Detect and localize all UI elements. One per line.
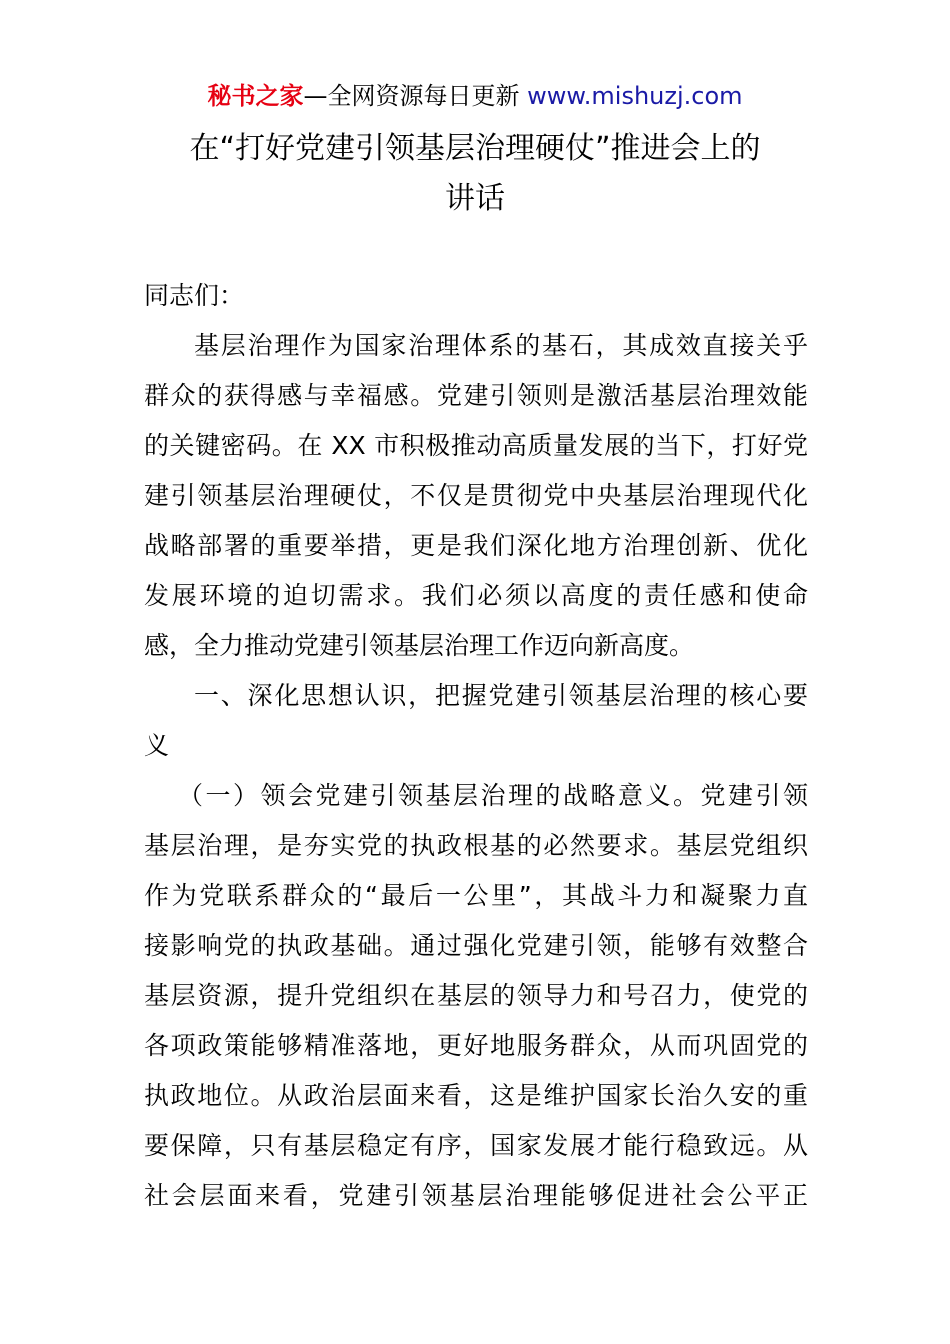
paragraph-1-line: 战略部署的重要举措，更是我们深化地方治理创新、优化 bbox=[144, 531, 808, 560]
paragraph-2-line: 基层资源，提升党组织在基层的领导力和号召力，使党的 bbox=[144, 981, 808, 1010]
site-header bbox=[0, 80, 950, 112]
paragraph-1-line: 建引领基层治理硬仗，不仅是贯彻党中央基层治理现代化 bbox=[144, 481, 808, 510]
paragraph-2-line: 执政地位。从政治层面来看，这是维护国家长治久安的重 bbox=[144, 1081, 808, 1110]
paragraph-1-line: 群众的获得感与幸福感。党建引领则是激活基层治理效能 bbox=[144, 381, 808, 410]
paragraph-2-line: 社会层面来看，党建引领基层治理能够促进社会公平正 bbox=[144, 1181, 808, 1210]
paragraph-2-line: 作为党联系群众的“最后一公里”，其战斗力和凝聚力直 bbox=[144, 881, 808, 910]
paragraph-1-line: 感，全力推动党建引领基层治理工作迈向新高度。 bbox=[144, 631, 695, 660]
paragraph-1-line: 基层治理作为国家治理体系的基石，其成效直接关乎 bbox=[194, 331, 808, 360]
paragraph-1-line: 发展环境的迫切需求。我们必须以高度的责任感和使命 bbox=[144, 581, 808, 610]
paragraph-1-line: 的关键密码。在 XX 市积极推动高质量发展的当下，打好党 bbox=[144, 431, 808, 460]
paragraph-2-line: 接影响党的执政基础。通过强化党建引领，能够有效整合 bbox=[144, 931, 808, 960]
document-body bbox=[144, 271, 808, 1221]
section-heading-1-cont: 义 bbox=[144, 731, 170, 760]
paragraph-2-line: （一）领会党建引领基层治理的战略意义。党建引领 bbox=[178, 781, 808, 810]
paragraph-2-line: 基层治理，是夯实党的执政根基的必然要求。基层党组织 bbox=[144, 831, 808, 860]
site-brand: 秘书之家 bbox=[207, 82, 304, 110]
section-heading-1: 一、深化思想认识，把握党建引领基层治理的核心要 bbox=[194, 681, 808, 710]
site-url-link[interactable]: www.mishuzj.com bbox=[527, 82, 743, 110]
paragraph-2-line: 要保障，只有基层稳定有序，国家发展才能行稳致远。从 bbox=[144, 1131, 808, 1160]
salutation: 同志们： bbox=[144, 281, 245, 310]
title-line-2: 讲话 bbox=[445, 181, 505, 216]
document-title bbox=[0, 124, 950, 224]
title-line-1: 在“打好党建引领基层治理硬仗”推进会上的 bbox=[189, 131, 761, 166]
paragraph-2-line: 各项政策能够精准落地，更好地服务群众，从而巩固党的 bbox=[144, 1031, 808, 1060]
site-tagline: —全网资源每日更新 bbox=[303, 82, 528, 110]
